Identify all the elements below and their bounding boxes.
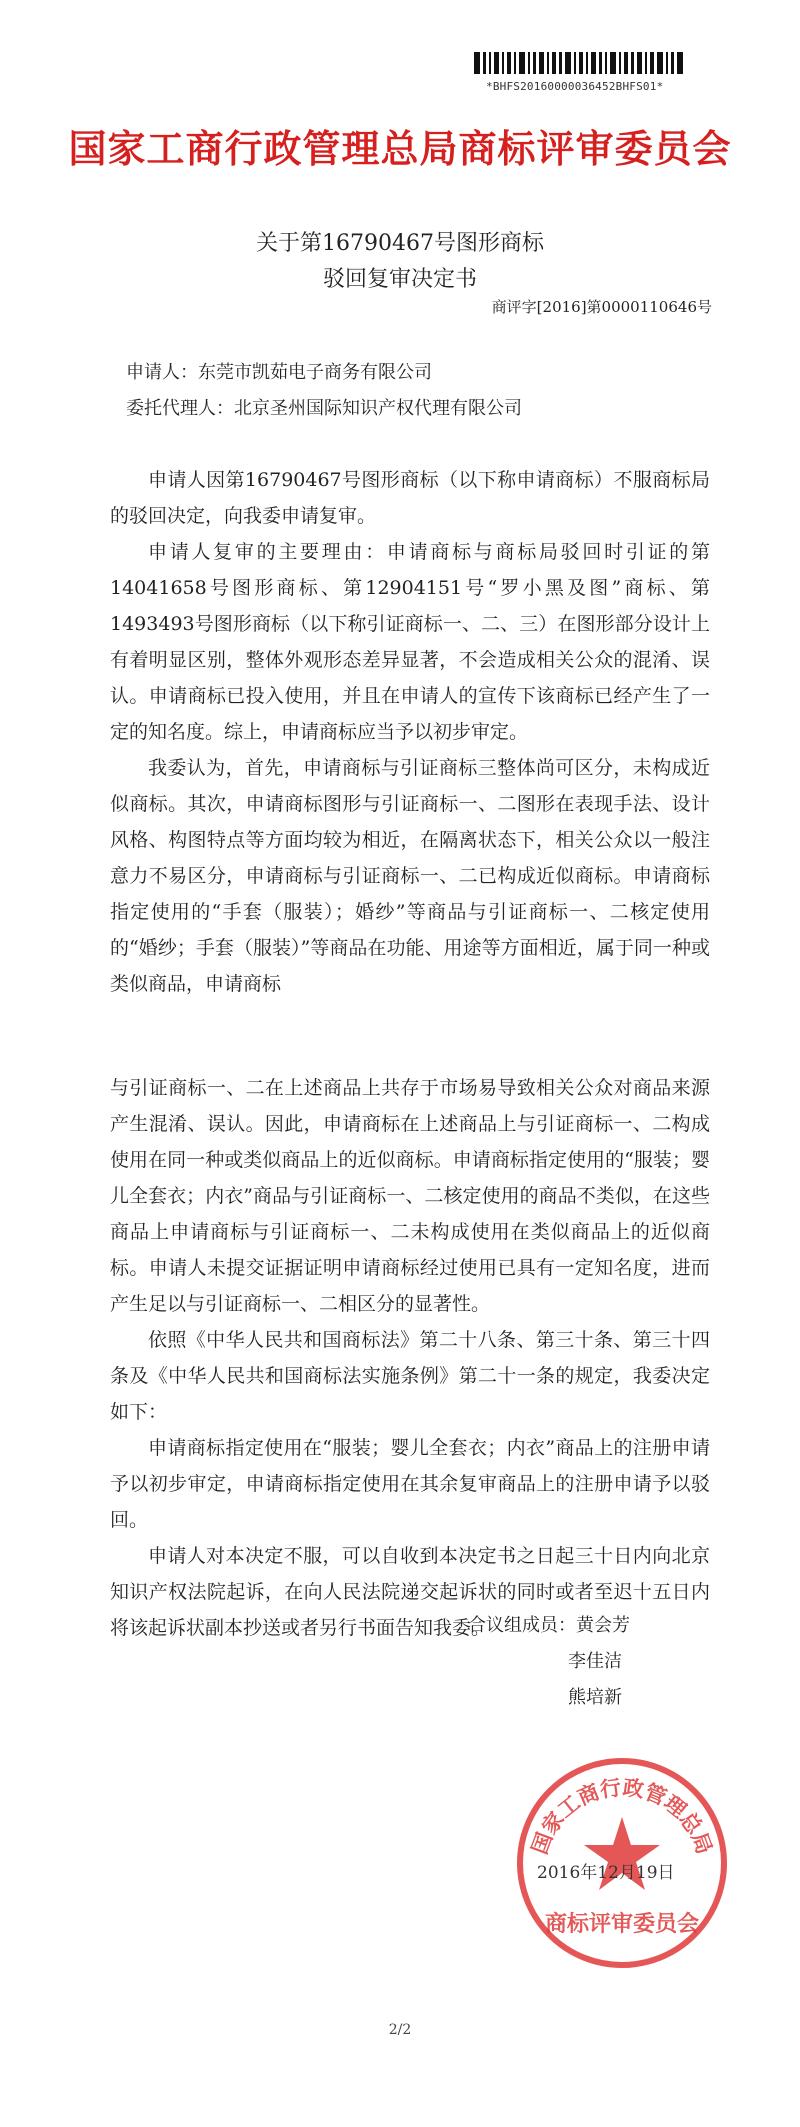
paragraph-background: 申请人因第16790467号图形商标（以下称申请商标）不服商标局的驳回决定，向我委申请复审。: [110, 469, 710, 527]
svg-text:商标评审委员会: 商标评审委员会: [544, 1912, 700, 1937]
applicant-line: [126, 358, 432, 384]
organization-title: 国家工商行政管理总局商标评审委员会: [68, 127, 732, 171]
panel-member: 黄会芳: [576, 1615, 630, 1636]
paragraph-board-opinion: 我委认为，首先，申请商标与引证商标三整体尚可区分，未构成近似商标。其次，申请商标图形与引证商标一、二图形在表现手法、设计风格、构图特点等方面均较为相近，在隔离状态下，相关公众以一般注意力不易区分，申请商标与引证商标一、二已构成近似商标。申请商标指定使用的“手套（服装）；婚纱”等商品与引证商标一、二核定使用的“婚纱；手套（服装）”等商品在功能、用途等方面相近，属于同一种或类似商品，申请商标: [110, 757, 710, 995]
panel-member: 李佳洁: [568, 1651, 622, 1672]
paragraph-appeal-notice: 申请人对本决定不服，可以自收到本决定书之日起三十日内向北京知识产权法院起诉，在向人民法院递交起诉状的同时或者至迟十五日内将该起诉状副本抄送或者另行书面告知我委。: [110, 1545, 710, 1639]
barcode-graphic: [474, 48, 684, 82]
document-title-line2: 驳回复审决定书: [322, 267, 477, 292]
barcode-id: *BHFS20160000036452BHFS01*: [486, 80, 664, 93]
panel-member: 熊培新: [568, 1687, 622, 1708]
agent-label: 委托代理人：: [126, 398, 234, 419]
document-number: 商评字[2016]第0000110646号: [491, 298, 712, 316]
decision-date: 2016年12月19日: [537, 1863, 675, 1883]
page-number: 2/2: [388, 2022, 412, 2038]
panel-label: 合议组成员：: [468, 1615, 576, 1636]
panel-members: [468, 1608, 630, 1716]
decision-body-part2: [110, 1070, 710, 1646]
paragraph-decision: 申请商标指定使用在“服装；婴儿全套衣；内衣”商品上的注册申请予以初步审定，申请商标指定使用在其余复审商品上的注册申请予以驳回。: [110, 1437, 710, 1531]
paragraph-applicant-reasons: 申请人复审的主要理由：申请商标与商标局驳回时引证的第14041658号图形商标、第12904151号“罗小黑及图”商标、第1493493号图形商标（以下称引证商标一、二、三）在图形部分设计上有着明显区别，整体外观形态差异显著，不会造成相关公众的混淆、误认。申请商标已投入使用，并且在申请人的宣传下该商标已经产生了一定的知名度。综上，申请商标应当予以初步审定。: [110, 541, 710, 743]
agent-name: 北京圣州国际知识产权代理有限公司: [234, 398, 522, 419]
applicant-name: 东莞市凯茹电子商务有限公司: [198, 362, 432, 383]
decision-body-part1: [110, 462, 710, 1002]
paragraph-board-opinion-continued: 与引证商标一、二在上述商品上共存于市场易导致相关公众对商品来源产生混淆、误认。因此，申请商标在上述商品上与引证商标一、二构成使用在同一种或类似商品上的近似商标。申请商标指定使用的“服装；婴儿全套衣；内衣”商品与引证商标一、二核定使用的商品不类似，在这些商品上申请商标与引证商标一、二未构成使用在类似商品上的近似商标。申请人未提交证据证明申请商标经过使用已具有一定知名度，进而产生足以与引证商标一、二相区分的显著性。: [110, 1077, 710, 1315]
applicant-label: 申请人：: [126, 362, 198, 383]
paragraph-legal-basis: 依照《中华人民共和国商标法》第二十八条、第三十条、第三十四条及《中华人民共和国商标法实施条例》第二十一条的规定，我委决定如下：: [110, 1329, 710, 1423]
document-title-line1: 关于第16790467号图形商标: [256, 231, 544, 256]
svg-text:国家工商行政管理总局: 国家工商行政管理总局: [527, 1775, 717, 1858]
agent-line: [126, 394, 522, 420]
